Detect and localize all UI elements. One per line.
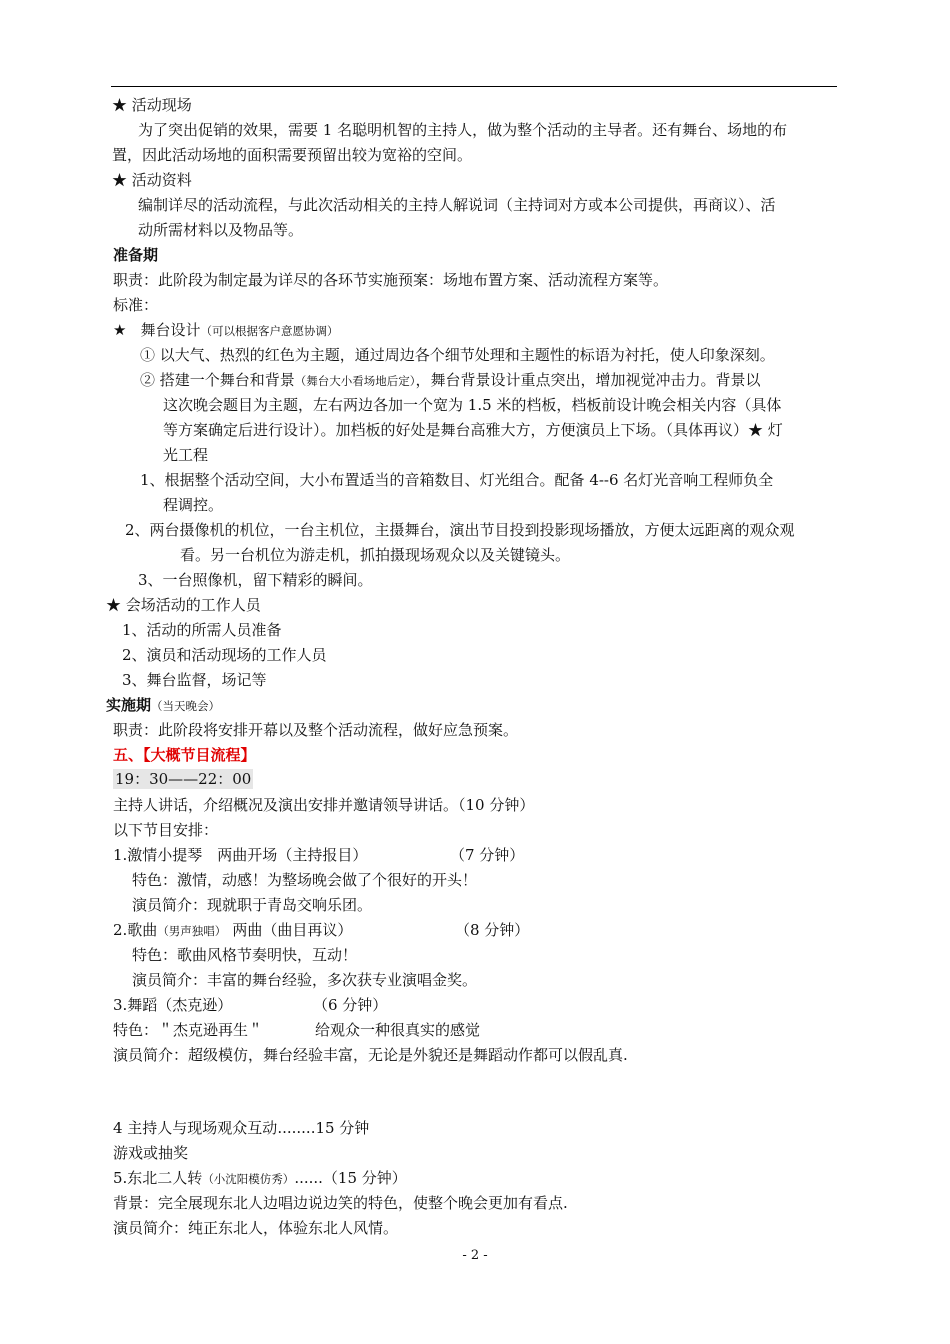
staff-item-2: 2、演员和活动现场的工作人员 bbox=[122, 646, 327, 664]
stage-item-2-line3: 等方案确定后进行设计）。加档板的好处是舞台高雅大方，方便演员上下场。（具体再议）★ 灯 bbox=[163, 421, 783, 439]
exec-heading bbox=[106, 695, 220, 716]
program-5-title-a: 5.东北二人转 bbox=[113, 1169, 203, 1187]
stage-item-2-text-a: ② 搭建一个舞台和背景 bbox=[140, 371, 295, 389]
site-paragraph-line2: 置，因此活动场地的面积需要预留出较为宽裕的空间。 bbox=[112, 146, 473, 164]
program-2-duration: （8 分钟） bbox=[455, 921, 530, 939]
stage-item-1: ① 以大气、热烈的红色为主题，通过周边各个细节处理和主题性的标语为衬托，使人印象深刻。 bbox=[140, 346, 775, 364]
program-1-actor: 演员简介：现就职于青岛交响乐团。 bbox=[132, 896, 373, 914]
program-intro: 以下节目安排： bbox=[113, 821, 219, 839]
equipment-item-1-line2: 程调控。 bbox=[163, 496, 224, 514]
header-rule bbox=[111, 86, 837, 87]
stage-heading-note: （可以根据客户意愿协调） bbox=[200, 324, 339, 338]
equipment-item-1-line1: 1、根据整个活动空间，大小布置适当的音箱数目、灯光组合。配备 4--6 名灯光音响工程师负全 bbox=[140, 471, 774, 489]
equipment-item-2-line1: 2、两台摄像机的机位，一台主机位，主摄舞台，演出节目投到投影现场播放，方便太远距离的观众观 bbox=[125, 521, 795, 539]
program-1-duration: （7 分钟） bbox=[450, 846, 525, 864]
program-2-feature: 特色：歌曲风格节奏明快，互动！ bbox=[132, 946, 358, 964]
page-number: - 2 - bbox=[462, 1248, 488, 1263]
program-2-title bbox=[113, 920, 352, 941]
program-host-speech: 主持人讲话，介绍概况及演出安排并邀请领导讲话。（10 分钟） bbox=[113, 796, 535, 814]
program-5-actor: 演员简介：纯正东北人，体验东北人风情。 bbox=[113, 1219, 399, 1237]
program-4-title: 4 主持人与现场观众互动........15 分钟 bbox=[113, 1119, 370, 1137]
program-5-background: 背景：完全展现东北人边唱边说边笑的特色，使整个晚会更加有看点. bbox=[113, 1194, 568, 1212]
program-1-feature: 特色：激情，动感！为整场晚会做了个很好的开头！ bbox=[132, 871, 478, 889]
staff-heading: ★ 会场活动的工作人员 bbox=[106, 596, 261, 614]
program-4-subtitle: 游戏或抽奖 bbox=[113, 1144, 189, 1162]
exec-duty: 职责：此阶段将安排开幕以及整个活动流程，做好应急预案。 bbox=[113, 721, 519, 739]
staff-item-1: 1、活动的所需人员准备 bbox=[122, 621, 282, 639]
exec-title: 实施期 bbox=[106, 696, 152, 714]
program-2-title-a: 2.歌曲 bbox=[113, 921, 158, 939]
site-paragraph-line1: 为了突出促销的效果，需要 1 名聪明机智的主持人，做为整个活动的主导者。还有舞台、场地的布 bbox=[138, 121, 788, 139]
stage-item-2-line2: 这次晚会题目为主题，左右两边各加一个宽为 1.5 米的档板，档板前设计晚会相关内容（具体 bbox=[163, 396, 782, 414]
materials-heading: ★ 活动资料 bbox=[112, 171, 192, 189]
program-2-actor: 演员简介：丰富的舞台经验，多次获专业演唱金奖。 bbox=[132, 971, 478, 989]
program-3-feature-a: 特色：＂杰克逊再生＂ bbox=[113, 1021, 264, 1039]
program-5-title bbox=[113, 1168, 407, 1189]
program-5-title-b: ......（15 分钟） bbox=[294, 1169, 407, 1187]
stage-item-2-text-b: ，舞台背景设计重点突出，增加视觉冲击力。背景以 bbox=[415, 371, 761, 389]
program-3-duration: （6 分钟） bbox=[313, 996, 388, 1014]
prep-duty: 职责：此阶段为制定最为详尽的各环节实施预案：场地布置方案、活动流程方案等。 bbox=[113, 271, 669, 289]
program-3-title: 3.舞蹈（杰克逊） bbox=[113, 996, 233, 1014]
stage-item-2-line1 bbox=[140, 370, 761, 391]
stage-item-2-line4: 光工程 bbox=[163, 446, 209, 464]
stage-heading-text: 舞台设计 bbox=[140, 321, 201, 339]
program-5-note: （小沈阳模仿秀） bbox=[202, 1172, 295, 1186]
materials-paragraph-line2: 动所需材料以及物品等。 bbox=[138, 221, 304, 239]
exec-note: （当天晚会） bbox=[151, 699, 221, 713]
materials-paragraph-line1: 编制详尽的活动流程，与此次活动相关的主持人解说词（主持词对方或本公司提供，再商议）、活 bbox=[138, 196, 776, 214]
prep-standard: 标准： bbox=[113, 296, 159, 314]
program-3-feature-b: 给观众一种很真实的感觉 bbox=[315, 1021, 481, 1039]
program-2-note: （男声独唱） bbox=[157, 924, 227, 938]
program-time: 19：30——22：00 bbox=[115, 770, 252, 788]
star-icon: ★ bbox=[113, 321, 127, 339]
prep-title: 准备期 bbox=[113, 246, 159, 264]
program-2-title-b: 两曲（曲目再议） bbox=[232, 921, 353, 939]
equipment-item-3: 3、一台照像机，留下精彩的瞬间。 bbox=[138, 571, 373, 589]
equipment-item-2-line2: 看。另一台机位为游走机，抓拍摄现场观众以及关键镜头。 bbox=[180, 546, 571, 564]
program-1-title: 1.激情小提琴 两曲开场（主持报目） bbox=[113, 846, 368, 864]
stage-heading bbox=[113, 320, 338, 341]
program-3-actor: 演员简介：超级模仿，舞台经验丰富，无论是外貌还是舞蹈动作都可以假乱真. bbox=[113, 1046, 628, 1064]
staff-item-3: 3、舞台监督，场记等 bbox=[122, 671, 267, 689]
stage-item-2-note: （舞台大小看场地后定） bbox=[294, 374, 416, 388]
program-heading: 五、【大概节目流程】 bbox=[113, 746, 256, 764]
site-heading: ★ 活动现场 bbox=[112, 96, 192, 114]
